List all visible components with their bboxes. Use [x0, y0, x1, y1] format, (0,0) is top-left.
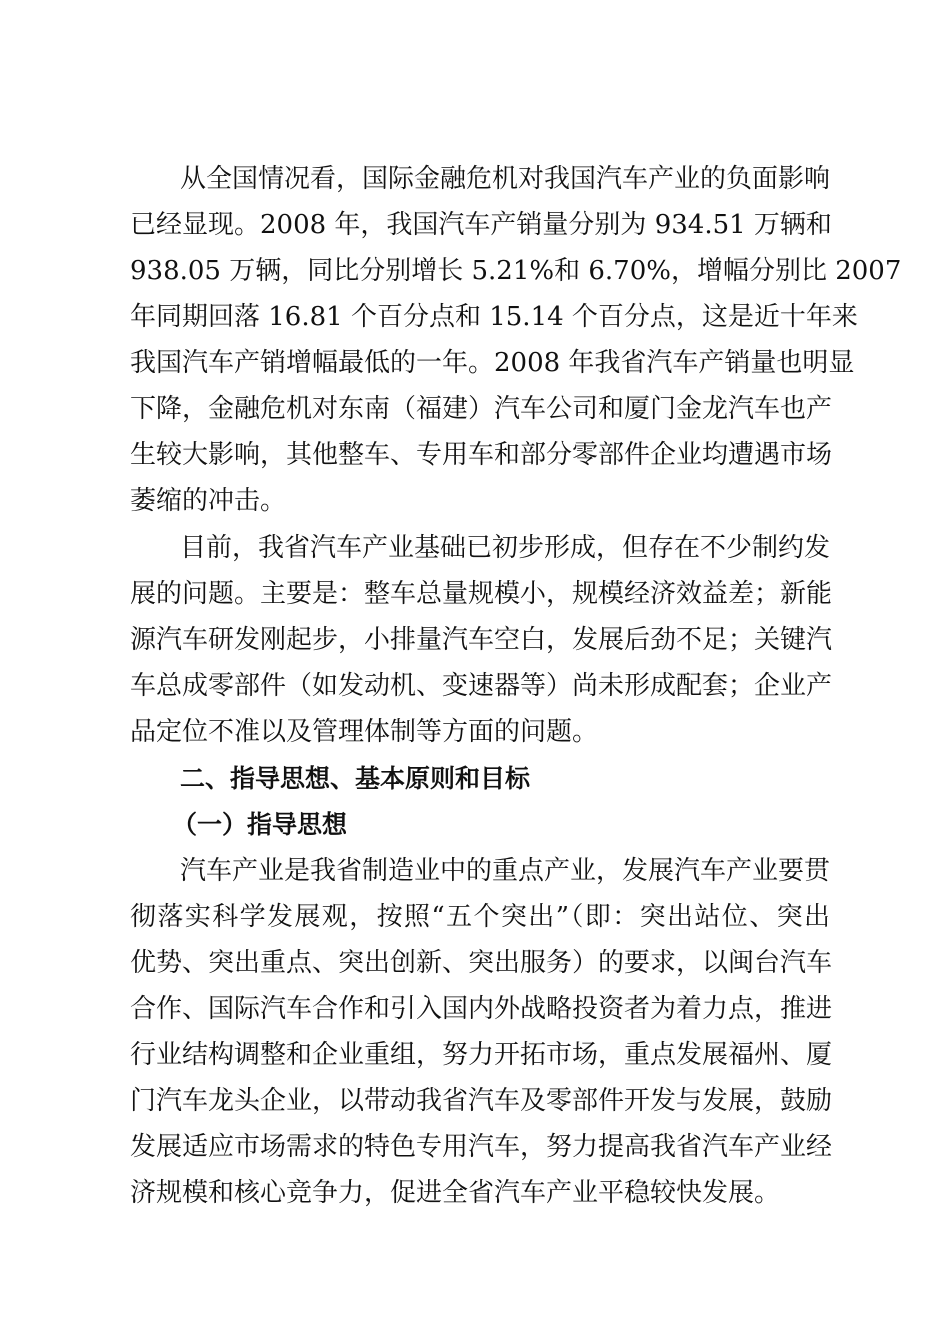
- paragraph-1-line-2: 已经显现。2008 年，我国汽车产销量分别为 934.51 万辆和: [130, 210, 832, 240]
- paragraph-1-line-6: 下降，金融危机对东南（福建）汽车公司和厦门金龙汽车也产: [130, 394, 833, 424]
- paragraph-2-line-1: 目前，我省汽车产业基础已初步形成，但存在不少制约发: [180, 533, 831, 563]
- paragraph-3-line-7: 发展适应市场需求的特色专用汽车，努力提高我省汽车产业经: [130, 1132, 833, 1162]
- paragraph-1-line-1: 从全国情况看，国际金融危机对我国汽车产业的负面影响: [180, 164, 831, 194]
- section-heading: 二、指导思想、基本原则和目标: [180, 764, 531, 793]
- paragraph-1-line-7: 生较大影响，其他整车、专用车和部分零部件企业均遭遇市场: [130, 440, 833, 470]
- paragraph-2-line-2: 展的问题。主要是：整车总量规模小，规模经济效益差；新能: [130, 579, 833, 609]
- paragraph-1-line-4: 年同期回落 16.81 个百分点和 15.14 个百分点，这是近十年来: [130, 302, 858, 332]
- paragraph-3-line-2: 彻落实科学发展观，按照“五个突出”（即：突出站位、突出: [130, 902, 830, 932]
- paragraph-1-line-3: 938.05 万辆，同比分别增长 5.21%和 6.70%，增幅分别比 2007: [130, 256, 902, 286]
- paragraph-1-line-8: 萎缩的冲击。: [130, 486, 287, 516]
- paragraph-3-line-5: 行业结构调整和企业重组，努力开拓市场，重点发展福州、厦: [130, 1040, 833, 1070]
- paragraph-2-line-4: 车总成零部件（如发动机、变速器等）尚未形成配套；企业产: [130, 671, 833, 701]
- paragraph-3-line-6: 门汽车龙头企业，以带动我省汽车及零部件开发与发展，鼓励: [130, 1086, 833, 1116]
- paragraph-3-line-3: 优势、突出重点、突出创新、突出服务）的要求，以闽台汽车: [130, 948, 833, 978]
- paragraph-2-line-3: 源汽车研发刚起步，小排量汽车空白，发展后劲不足；关键汽: [130, 625, 833, 655]
- paragraph-3-line-4: 合作、国际汽车合作和引入国内外战略投资者为着力点，推进: [130, 994, 833, 1024]
- subsection-heading: （一）指导思想: [172, 810, 348, 839]
- paragraph-1-line-5: 我国汽车产销增幅最低的一年。2008 年我省汽车产销量也明显: [130, 348, 855, 378]
- paragraph-3-line-1: 汽车产业是我省制造业中的重点产业，发展汽车产业要贯: [180, 856, 831, 886]
- paragraph-2-line-5: 品定位不准以及管理体制等方面的问题。: [130, 717, 599, 747]
- paragraph-3-line-8: 济规模和核心竞争力，促进全省汽车产业平稳较快发展。: [130, 1178, 781, 1208]
